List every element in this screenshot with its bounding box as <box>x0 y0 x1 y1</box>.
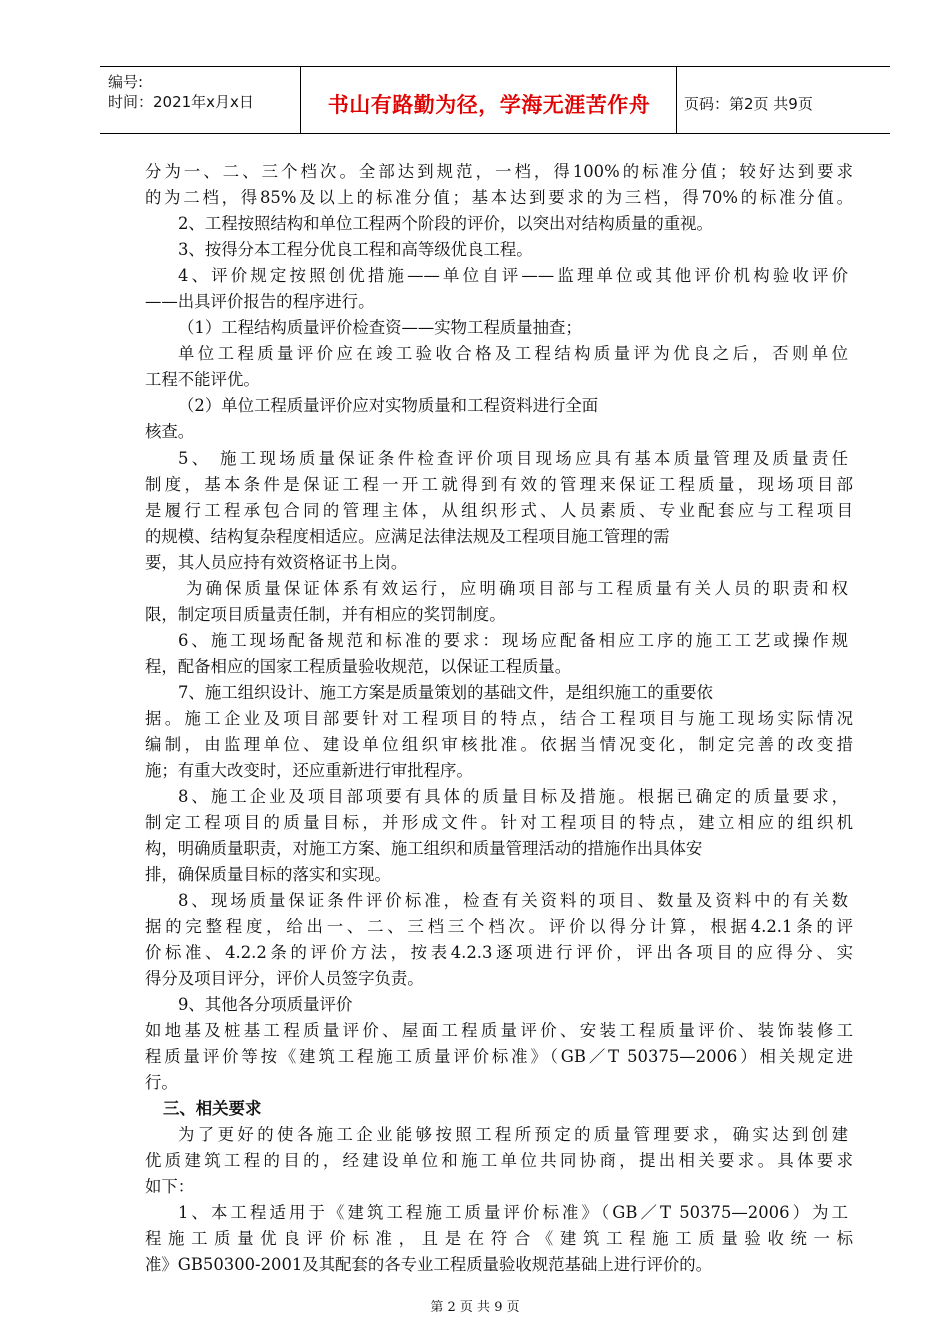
body-line: 为了更好的使各施工企业能够按照工程所预定的质量管理要求，确实达到创建 <box>178 1125 848 1144</box>
header-motto: 书山有路勤为径，学海无涯苦作舟 <box>327 93 651 117</box>
section-heading: 三、相关要求 <box>163 1099 262 1118</box>
body-line: 排，确保质量目标的落实和实现。 <box>145 865 391 884</box>
body-line: 7、施工组织设计、施工方案是质量策划的基础文件，是组织施工的重要依 <box>178 683 713 702</box>
body-line: 要，其人员应持有效资格证书上岗。 <box>145 553 408 572</box>
body-line: 行。 <box>145 1073 178 1092</box>
body-line: 优质建筑工程的目的，经建设单位和施工单位共同协商，提出相关要求。具体要求 <box>145 1151 853 1170</box>
body-line: 6、施工现场配备规范和标准的要求：现场应配备相应工序的施工工艺或操作规 <box>178 631 848 650</box>
body-line: 得分及项目评分，评价人员签字负责。 <box>145 969 424 988</box>
body-line: 8、现场质量保证条件评价标准，检查有关资料的项目、数量及资料中的有关数 <box>178 891 848 910</box>
body-line: 分为一、二、三个档次。全部达到规范，一档，得100%的标准分值；较好达到要求 <box>145 162 853 181</box>
body-line: 是履行工程承包合同的管理主体，从组织形式、人员素质、专业配套应与工程项目 <box>145 501 853 520</box>
body-line: 据的完整程度，给出一、二、三档三个档次。评价以得分计算，根据4.2.1条的评 <box>145 917 853 936</box>
body-line: 程施工质量优良评价标准，且是在符合《建筑工程施工质量验收统一标 <box>145 1229 853 1248</box>
header-page-number: 页码：第2页 共9页 <box>684 95 813 113</box>
body-line: 的为二档，得85%及以上的标准分值；基本达到要求的为三档，得70%的标准分值。 <box>145 188 853 207</box>
body-line: 核查。 <box>145 422 195 441</box>
body-line: 程，配备相应的国家工程质量验收规范，以保证工程质量。 <box>145 657 572 676</box>
body-line: 价标准、4.2.2条的评价方法，按表4.2.3逐项进行评价，评出各项目的应得分、实 <box>145 943 853 962</box>
body-line: 制度，基本条件是保证工程一开工就得到有效的管理来保证工程质量，现场项目部 <box>145 475 853 494</box>
body-line: 2、工程按照结构和单位工程两个阶段的评价，以突出对结构质量的重视。 <box>178 214 713 233</box>
body-line: 如下： <box>145 1177 195 1196</box>
body-line: 工程不能评优。 <box>145 370 260 389</box>
body-line: 准》GB50300-2001及其配套的各专业工程质量验收规范基础上进行评价的。 <box>145 1255 713 1274</box>
body-line: 1、本工程适用于《建筑工程施工质量评价标准》（GB／T 50375—2006）为工 <box>178 1203 848 1222</box>
body-line: 限，制定项目质量责任制，并有相应的奖罚制度。 <box>145 605 506 624</box>
body-line: 为确保质量保证体系有效运行，应明确项目部与工程质量有关人员的职责和权 <box>186 579 848 598</box>
body-line: （1）工程结构质量评价检查资——实物工程质量抽查； <box>178 318 582 337</box>
document-time-label: 时间：2021年x月x日 <box>108 93 254 111</box>
body-line: 制定工程项目的质量目标，并形成文件。针对工程项目的特点，建立相应的组织机 <box>145 813 853 832</box>
body-line: 3、按得分本工程分优良工程和高等级优良工程。 <box>178 240 533 259</box>
body-line: 的规模、结构复杂程度相适应。应满足法律法规及工程项目施工管理的需 <box>145 527 670 546</box>
document-number-label: 编号: <box>108 73 144 91</box>
body-line: 8、施工企业及项目部项要有具体的质量目标及措施。根据已确定的质量要求， <box>178 787 848 806</box>
body-line: 构，明确质量职责，对施工方案、施工组织和质量管理活动的措施作出具体安 <box>145 839 703 858</box>
body-line: ——出具评价报告的程序进行。 <box>145 292 375 311</box>
body-line: 4、评价规定按照创优措施——单位自评——监理单位或其他评价机构验收评价 <box>178 266 848 285</box>
body-line: 如地基及桩基工程质量评价、屋面工程质量评价、安装工程质量评价、装饰装修工 <box>145 1021 853 1040</box>
body-line: 编制，由监理单位、建设单位组织审核批准。依据当情况变化，制定完善的改变措 <box>145 735 853 754</box>
page-footer: 第 2 页 共 9 页 <box>430 1300 520 1315</box>
body-line: 程质量评价等按《建筑工程施工质量评价标准》（GB／T 50375—2006）相关规定进 <box>145 1047 853 1066</box>
body-line: 单位工程质量评价应在竣工验收合格及工程结构质量评为优良之后，否则单位 <box>178 344 848 363</box>
body-line: 9、其他各分项质量评价 <box>178 995 353 1014</box>
body-line: 5、 施工现场质量保证条件检查评价项目现场应具有基本质量管理及质量责任 <box>178 449 848 468</box>
body-line: 据。施工企业及项目部要针对工程项目的特点，结合工程项目与施工现场实际情况 <box>145 709 853 728</box>
body-line: 施；有重大改变时，还应重新进行审批程序。 <box>145 761 473 780</box>
body-line: （2）单位工程质量评价应对实物质量和工程资料进行全面 <box>178 396 599 415</box>
